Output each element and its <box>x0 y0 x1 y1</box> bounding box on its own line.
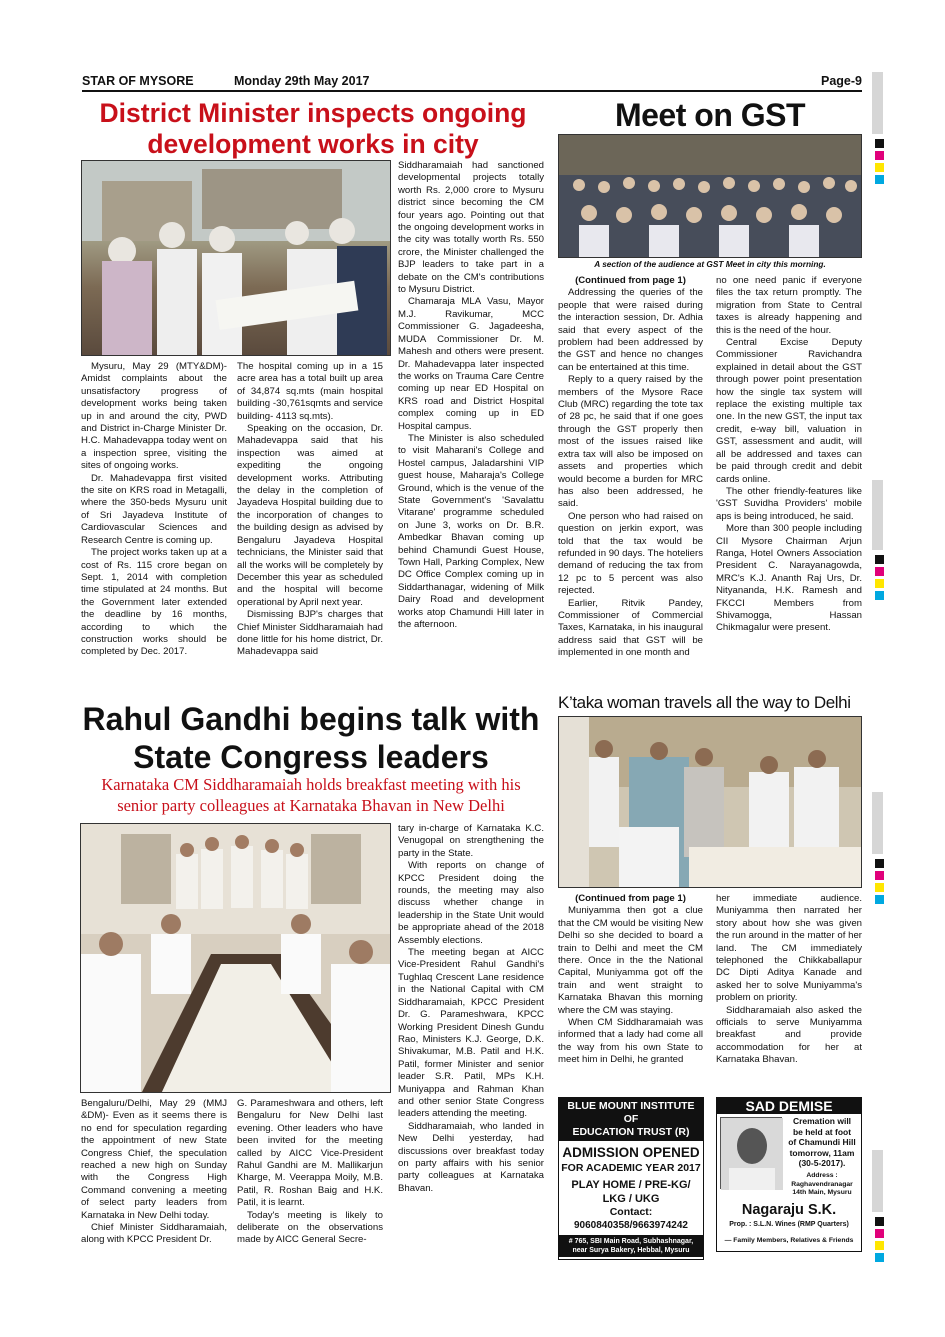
ktaka-woman-headline: K’taka woman travels all the way to Delhi <box>558 693 851 712</box>
black-swatch <box>875 139 884 148</box>
black-swatch <box>875 555 884 564</box>
deceased-name: Nagaraju S.K. <box>741 1202 837 1218</box>
black-swatch <box>875 859 884 868</box>
portrait-icon <box>721 1118 783 1190</box>
cyan-swatch <box>875 175 884 184</box>
cyan-swatch <box>875 1253 884 1262</box>
rahul-subhead: Karnataka CM Siddharamaiah holds breakfast meeting with his senior party colleagues at Karnataka Bhavan in New Delhi <box>101 775 521 815</box>
ktaka-column-1: (Continued from page 1) Muniyamma then got a clue that the CM would be visiting New Delhi so she decided to board a train to Delhi and meet the CM there. Once in the the National Capital, Muniyamma got off the train and went straight to Karnataka Bhavan this morning where the CM was staying. When CM Siddharamaiah was informed that a lady had come all the way from his own State to meet him in Delhi, he granted <box>558 893 703 1066</box>
gst-headline: Meet on GST <box>614 97 806 133</box>
minister-inspection-illustration <box>82 161 391 356</box>
black-swatch <box>875 1217 884 1226</box>
registration-marks-1 <box>872 136 886 184</box>
ad-title-band: BLUE MOUNT INSTITUTE OF EDUCATION TRUST (R) <box>559 1098 703 1141</box>
story1-column-3: Siddharamaiah had sanctioned developmental projects totally worth Rs. 2,000 crore to Mysuru district since becoming the CM four years ago. Pointing out that the ongoing development works in the city was totally worth Rs. 550 crore, the Minister challenged the BJP leaders to take part in a debate on the CM's contributions to Mysuru District. Chamaraja MLA Vasu, Mayor M.J. Ravikumar, MCC Commissioner G. Jagadeesha, MUDA Commissioner Dr. M. Mahesh and others were present. Dr. Mahadevappa later inspected the works on Trauma Care Centre coming up near ED Hospital on KRS road and District Hospital complex coming up in ED Hospital campus. The Minister is also scheduled to visit Maharani's College and Hostel campus, Jaladarshini VIP guest house, Maharaja's College Ground, which is the venue of the State Government's 'Savalattu Vitarane' programme scheduled on June 3, works on Dr. B.R. Ambedkar Bhavan coming up behind Chamundi Guest House, Town Hall, Parking Complex, New DC Office Complex coming up in Siddarthanagar, widening of Milk Dairy Road and development works atop Chamundi Hill later in the afternoon. <box>398 160 544 631</box>
margin-gray-block-3 <box>872 792 883 854</box>
page-header <box>82 73 862 92</box>
ktaka-column-2: her immediate audience. Muniyamma then narrated her story about how she was given the run around in the matter of her land. The CM immediately telephoned the Chikkaballapur DC Dipti Aditya Kanade and asked her to solve Muniyamma's problem on priority. Siddharamaiah also asked the officials to serve Muniyamma breakfast and provide accommodation for her at Karnataka Bhavan. <box>716 893 862 1066</box>
story1-headline: District Minister inspects ongoing development works in city <box>99 98 527 159</box>
cyan-swatch <box>875 895 884 904</box>
yellow-swatch <box>875 1241 884 1250</box>
rahul-column-1: Bengaluru/Delhi, May 29 (MMJ &DM)- Even as it seems there is no end for speculation regarding the appointment of new State Congress Chief, the speculation reached a new high on Sunday with the Congress High Command convening a meeting of select party leaders from Karnataka in New Delhi today. Chief Minister Siddharamaiah, along with KPCC President Dr. <box>81 1098 227 1246</box>
cremation-details: Cremation will be held at foot of Chamundi Hill tomorrow, 11am (30-5-2017). <box>788 1116 856 1168</box>
yellow-swatch <box>875 579 884 588</box>
registration-marks-4 <box>872 1214 886 1262</box>
obit-title: SAD DEMISE <box>717 1098 861 1114</box>
obit-portrait <box>720 1117 782 1189</box>
breakfast-meeting-illustration <box>81 824 391 1093</box>
registration-marks-2 <box>872 552 886 600</box>
paper-name: STAR OF MYSORE <box>82 74 194 88</box>
magenta-swatch <box>875 1229 884 1238</box>
registration-marks-3 <box>872 856 886 904</box>
rahul-column-3: tary in-charge of Karnataka K.C. Venugopal on strengthening the party in the State. With reports on change of KPCC President doing the rounds, the meeting may also discuss whether change in leadership in the State Unit would be appropriate ahead of the 2018 Assembly elections. The meeting began at AICC Vice-President Rahul Gandhi's Tughlaq Crescent Lane residence in the National Capital with CM Siddharamaiah, KPCC President Dr. G. Parameshwara, KPCC Working President Dinesh Gundu Rao, Ministers K.J. George, D.K. Shivakumar, M.B. Patil and H.K. Patil, former Minister and senior leader S.R. Patil, MPs K.H. Muniyappa and Rahman Khan and other senior State Congress leaders attending the meeting. Siddharamaiah, who landed in New Delhi yesterday, had discussions over breakfast today on party affairs with his senior party colleagues at Karnataka Bhavan. <box>398 823 544 1194</box>
gst-photo-caption: A section of the audience at GST Meet in city this morning. <box>594 259 826 269</box>
blue-mount-ad: BLUE MOUNT INSTITUTE OF EDUCATION TRUST (R) ADMISSION OPENED FOR ACADEMIC YEAR 2017 PLAY HOME / PRE-KG/ LKG / UKG Contact: 9060840358/9663974242 # 765, SBI Main Road, Subhashnagar, near Surya Bakery, Hebbal, Mysuru <box>558 1097 704 1260</box>
gst-column-2: no one need panic if everyone files the tax return promptly. The migration from State to Central taxes is already happening and this is the need of the hour. Central Excise Deputy Commissioner Ravichandra explained in detail about the GST through power point presentation how the single tax system will replace the existing multiple tax one. In the new GST, the input tax credit, e-way bill, valuation in GST, assessment and audit, will all be addressed and taxes can be paid through credit and debit cards online. The other friendly-features like 'GST Suvidha Providers' mobile aps is being introduced, he said. More than 300 people including CII Mysore Chairman Arjun Ranga, Hotel Owners Association President C. Narayanagowda, MRC's K.J. Ananth Raj Urs, Dr. Nityananda, H.K. Ramesh and FKCCI Members from Shivamogga, Hassan Chikmagalur were present. <box>716 275 862 634</box>
obit-address: Address : Raghavendranagar 14th Main, Mysuru <box>791 1172 853 1196</box>
minister-inspection-photo <box>81 160 391 356</box>
yellow-swatch <box>875 883 884 892</box>
magenta-swatch <box>875 871 884 880</box>
gst-column-1: (Continued from page 1) Addressing the queries of the people that were raised during the interaction session, Dr. Adhia said that every aspect of the problem had been addressed by the GST and hence no changes can be entertained at this time. Reply to a query raised by the members of the Mysore Race Club (MRC) regarding the tote tax of 28 pc, he said that if one goes through the GST properly then most of the issues raised like extra tax will also be imposed on assets and properties which would become a burden for MRC has also been addressed, he said. One person who had raised on question on jerkin export, was told that the tax would be refunded in 90 days. The hoteliers demand of reducing the tax from 12 pc to 5 percent was also rejected. Earlier, Ritvik Pandey, Commissioner of Commercial Taxes, Karnataka, in his inaugural address said that GST will be implemented in one month and <box>558 275 703 659</box>
story1-column-2: The hospital coming up in a 15 acre area has a total built up area of 34,874 sq.mts (main hospital building -30,761sqmts and service building- 4113 sq.mts). Speaking on the occasion, Dr. Mahadevappa said that his inspection was aimed at expediting the ongoing development works. Attributing the delay in the completion of Jayadeva Hospital building due to the incorporation of changes to the building design as advised by Bengaluru Jayadeva Hospital technicians, the Minister said that all the works will be completely by December this year as scheduled and the hospital will become operational by April next year. Dismissing BJP's charges that Chief Minister Siddharamaiah had done little for his home district, Dr. Mahadevappa said <box>237 361 383 658</box>
issue-date: Monday 29th May 2017 <box>234 74 370 88</box>
breakfast-meeting-photo <box>80 823 391 1093</box>
gst-audience-illustration <box>559 135 862 258</box>
yellow-swatch <box>875 163 884 172</box>
muniyamma-meeting-illustration <box>559 717 862 888</box>
margin-gray-block-2 <box>872 480 883 550</box>
muniyamma-meeting-photo <box>558 716 862 888</box>
ad-address-band: # 765, SBI Main Road, Subhashnagar, near Surya Bakery, Hebbal, Mysuru <box>559 1235 703 1257</box>
gst-audience-photo <box>558 134 862 258</box>
obit-prop: Prop. : S.L.N. Wines (RMP Quarters) <box>729 1221 849 1228</box>
obit-family: — Family Members, Relatives & Friends <box>724 1237 854 1244</box>
margin-gray-block-1 <box>872 72 883 134</box>
page-number: Page-9 <box>821 74 862 88</box>
rahul-headline: Rahul Gandhi begins talk with State Congress leaders <box>82 701 540 775</box>
magenta-swatch <box>875 567 884 576</box>
magenta-swatch <box>875 151 884 160</box>
story1-column-1: Mysuru, May 29 (MTY&DM)- Amidst complaints about the unsatisfactory progress of development works being taken up in and around the city, PWD and District in-Charge Minister Dr. H.C. Mahadevappa today went on a inspection spree, visiting the sites of ongoing works. Dr. Mahadevappa first visited the site on KRS road in Metagalli, where the 350-beds Mysuru unit of Sri Jayadeva Institute of Cardiovascular Sciences and Research Centre is coming up. The project works taken up at a cost of Rs. 115 crore began on Sept. 1, 2014 with completion time stipulated at 24 months. But the Government later extended the deadline by 16 months, according to which the construction works should be completed by Dec. 2017. <box>81 361 227 658</box>
rahul-column-2: G. Parameshwara and others, left Bengaluru for New Delhi last evening. Other leaders who have been invited for the meeting called by AICC Vice-President Rahul Gandhi are M. Mallikarjun Kharge, M. Veerappa Moily, M.B. Patil, R. Roshan Baig and H.K. Patil, it is learnt. Today's meeting is likely to deliberate on the observations made by AICC General Secre- <box>237 1098 383 1246</box>
margin-gray-block-4 <box>872 1150 883 1212</box>
cyan-swatch <box>875 591 884 600</box>
sad-demise-notice <box>716 1097 862 1252</box>
